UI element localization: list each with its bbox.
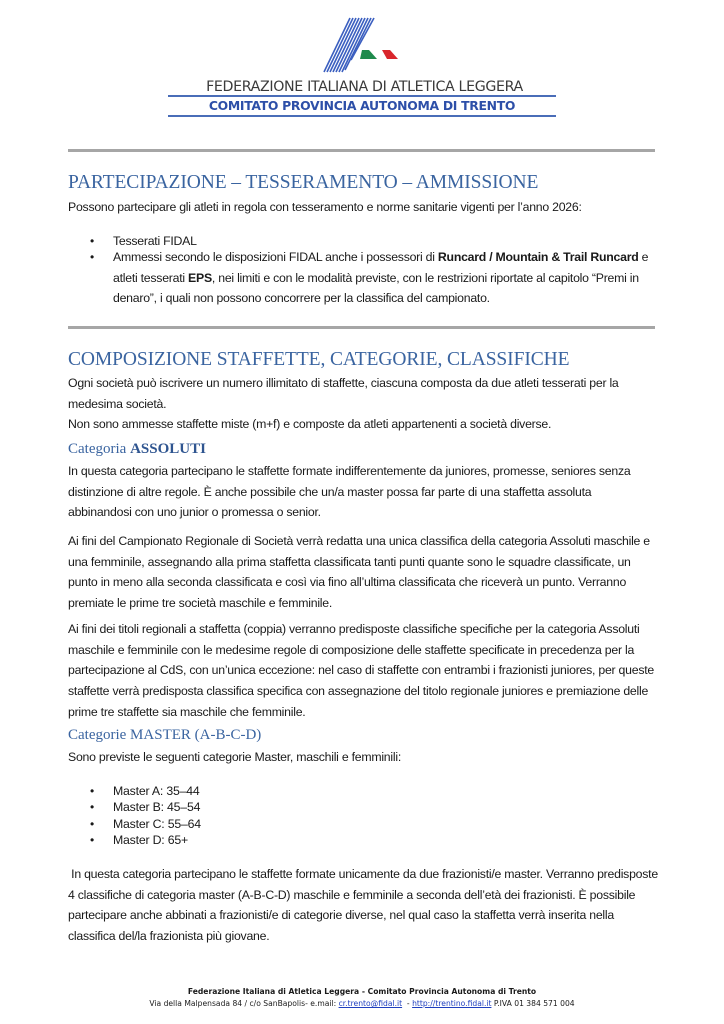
list-item: • Master A: 35–44: [68, 783, 468, 799]
master-categories-list: [68, 783, 468, 848]
footer-contact: Via della Malpensada 84 / c/o SanBapolis- e.mail: cr.trento@fidal.it - http://trentino.fidal.it P.IVA 01 384 571 004: [149, 999, 575, 1008]
assoluti-paragraph-1: In questa categoria partecipano le staffette formate indifferentemente da juniores, promesse, seniores senza distinzione di altre regole. È anche possibile che un/a master possa far parte di una staffetta assoluta abbinandosi con uno junior o promessa o senior.: [68, 464, 631, 520]
assoluti-paragraph-2: Ai fini del Campionato Regionale di Società verrà redatta una unica classifica della categoria Assoluti maschile e una femminile, assegnando alla prima staffetta classificata tanti punti quante sono le squadre classificate, un punto in meno alla seconda classificata e così via fino all’ultima classificata che riceverà un punto. Verranno premiate le prime tre società maschile e femminile.: [68, 534, 650, 611]
letterhead-rule-top: [168, 95, 556, 97]
subsection-title-master: Categorie MASTER (A-B-C-D): [68, 727, 262, 743]
master-intro: Sono previste le seguenti categorie Master, maschili e femminili:: [68, 750, 402, 764]
org-name: FEDERAZIONE ITALIANA DI ATLETICA LEGGERA: [206, 79, 523, 95]
list-item: • Master D: 65+: [68, 832, 468, 848]
section-divider: [68, 149, 655, 152]
letterhead-rule-bottom: [168, 115, 556, 117]
list-item: • Tesserati FIDAL: [68, 234, 658, 249]
subsection-title-assoluti: Categoria ASSOLUTI: [68, 441, 206, 457]
assoluti-paragraph-3: Ai fini dei titoli regionali a staffetta (coppia) verranno predisposte classifiche specifiche per la categoria Assoluti maschile e femminile con le medesime regole di composizione delle staffette specificate in precedenza per la partecipazione al CdS, con un’unica eccezione: nel caso di staffette con entrambi i frazionisti juniores, per queste staffette verrà predisposta classifica specifica con assegnazione del titolo regionale juniores e premiazione delle prime tre staffette sia maschile che femminile.: [68, 622, 654, 719]
letterhead: [0, 0, 724, 125]
section1-intro: Possono partecipare gli atleti in regola con tesseramento e norme sanitarie vigenti per l’anno 2026:: [68, 200, 582, 214]
section2-intro: Ogni società può iscrivere un numero illimitato di staffette, ciascuna composta da due atleti tesserati per la medesima società. Non sono ammesse staffette miste (m+f) e composte da atleti appartenenti a società diverse.: [68, 376, 619, 432]
committee-name: COMITATO PROVINCIA AUTONOMA DI TRENTO: [208, 98, 516, 113]
list-item: • Ammessi secondo le disposizioni FIDAL anche i possessori di Runcard / Mountain & Trail Runcard e atleti tesserati EPS, nei limiti e con le modalità previste, con le restrizioni riportate al capitolo “Premi in denaro”, i quali non possono concorrere per la classifica del campionato.: [68, 247, 658, 309]
list-item: • Master C: 55–64: [68, 816, 468, 832]
eligibility-list: [68, 234, 658, 309]
fidal-logo-icon: [322, 16, 422, 74]
section-divider: [68, 326, 655, 329]
section-title-composizione: COMPOSIZIONE STAFFETTE, CATEGORIE, CLASSIFICHE: [68, 349, 570, 370]
website-link[interactable]: http://trentino.fidal.it: [412, 999, 492, 1008]
email-link[interactable]: cr.trento@fidal.it: [338, 999, 403, 1008]
footer-title: Federazione Italiana di Atletica Leggera - Comitato Provincia Autonoma di Trento: [187, 987, 537, 996]
page-footer: [0, 986, 724, 1010]
master-paragraph: In questa categoria partecipano le staffette formate unicamente da due frazionisti/e master. Verranno predisposte 4 classifiche di categoria master (A-B-C-D) maschile e femminile a seconda dell’età dei frazionisti. È possibile partecipare anche abbinati a frazionisti/e di categorie diverse, nel qual caso la staffetta verrà inserita nella classifica del/la frazionista più giovane.: [68, 867, 662, 944]
list-item: • Master B: 45–54: [68, 799, 468, 815]
section-title-partecipazione: PARTECIPAZIONE – TESSERAMENTO – AMMISSIONE: [68, 172, 539, 193]
